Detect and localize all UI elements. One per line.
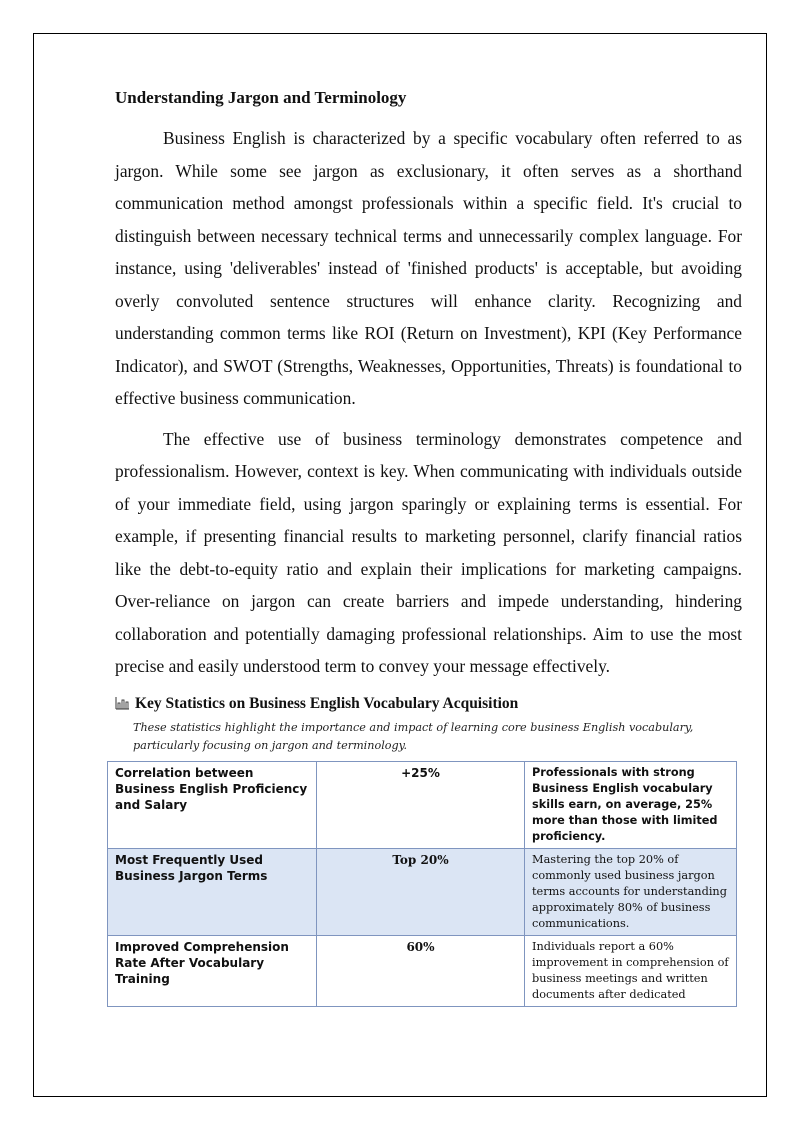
stat-description: Mastering the top 20% of commonly used business jargon terms accounts for understanding approximately 80% of business communications. [525, 848, 737, 935]
stat-value: +25% [317, 761, 525, 848]
body-paragraph: The effective use of business terminology demonstrates competence and professionalism. However, context is key. When communicating with individuals outside of your immediate field, using jargon sparingly or explaining terms is essential. For example, if presenting financial results to marketing personnel, clarify financial ratios like the debt-to-equity ratio and explain their implications for marketing campaigns. Over-reliance on jargon can create barriers and impede understanding, hindering collaboration and potentially damaging professional relationships. Aim to use the most precise and easily understood term to convey your message effectively. [115, 428, 742, 676]
stats-caption: These statistics highlight the importance and impact of learning core business English vocabulary, particularly focusing on jargon and terminology. [133, 720, 694, 752]
bar-chart-icon [115, 697, 129, 710]
table-row [108, 761, 737, 848]
table-row [108, 935, 737, 1006]
stat-label: Correlation between Business English Proficiency and Salary [108, 761, 317, 848]
stat-label: Improved Comprehension Rate After Vocabulary Training [108, 935, 317, 1006]
stat-label: Most Frequently Used Business Jargon Terms [108, 848, 317, 935]
stat-description: Professionals with strong Business English vocabulary skills earn, on average, 25% more than those with limited proficiency. [525, 761, 737, 848]
document-body [115, 86, 742, 1001]
stats-title: Key Statistics on Business English Vocabulary Acquisition [135, 694, 519, 712]
table-row [108, 848, 737, 935]
body-paragraph: Business English is characterized by a specific vocabulary often referred to as jargon. While some see jargon as exclusionary, it often serves as a shorthand communication method amongst professionals within a specific field. It's crucial to distinguish between necessary technical terms and unnecessarily complex language. For instance, using 'deliverables' instead of 'finished products' is acceptable, but avoiding overly convoluted sentence structures will enhance clarity. Recognizing and understanding common terms like ROI (Return on Investment), KPI (Key Performance Indicator), and SWOT (Strengths, Weaknesses, Opportunities, Threats) is foundational to effective business communication. [115, 128, 742, 408]
section-heading: Understanding Jargon and Terminology [115, 88, 407, 107]
stat-value: 60% [317, 935, 525, 1006]
stats-table [107, 761, 737, 1007]
stat-value: Top 20% [317, 848, 525, 935]
stats-heading [115, 695, 742, 713]
stat-description: Individuals report a 60% improvement in comprehension of business meetings and written documents after dedicated [525, 935, 737, 1006]
